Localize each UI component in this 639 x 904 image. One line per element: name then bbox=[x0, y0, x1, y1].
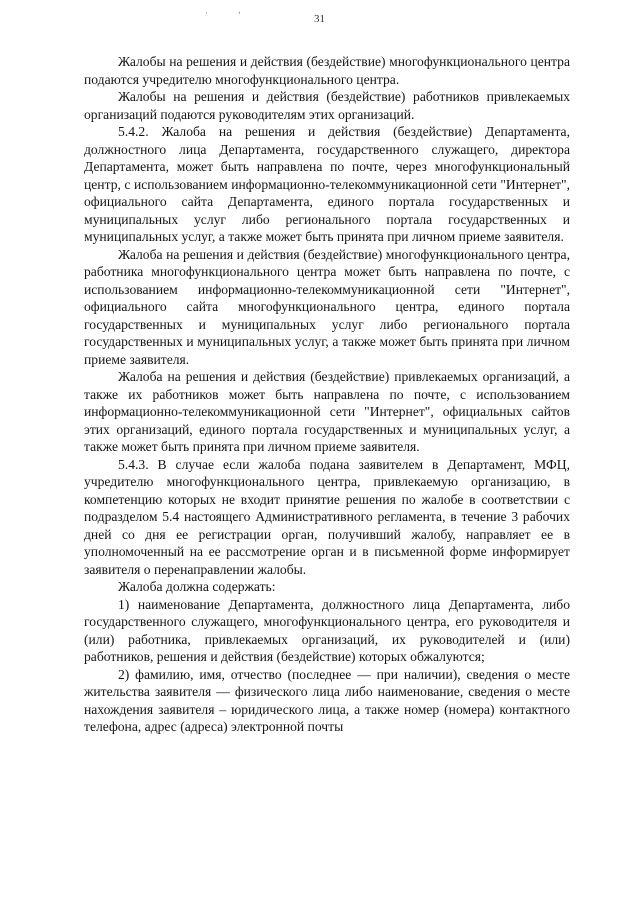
paragraph: Жалобы на решения и действия (бездействие) многофункционального центра подаются учредителю многофункционального центра. bbox=[84, 54, 570, 87]
list-item: 2) фамилию, имя, отчество (последнее — при наличии), сведения о месте жительства заявителя — физического лица либо наименование, сведения о месте нахождения заявителя – юридического лица, а также номер (номера) контактного телефона, адрес (адреса) электронной почты bbox=[84, 666, 570, 734]
paragraph: Жалоба должна содержать: bbox=[118, 579, 276, 594]
scan-artifact-mark: · bbox=[205, 9, 208, 19]
paragraph: 5.4.3. В случае если жалоба подана заявителем в Департамент, МФЦ, учредителю многофункционального центра, привлекаемую организацию, в компетенцию которых не входит принятие решения по жалобе в соответствии с подразделом 5.4 настоящего Административного регламента, в течение 3 рабочих дней со дня ее регистрации орган, получивший жалобу, направляет ее в уполномоченный на ее рассмотрение орган и в письменной форме информирует заявителя о перенаправлении жалобы. bbox=[84, 456, 570, 577]
paragraph: Жалоба на решения и действия (бездействие) привлекаемых организаций, а также их работников может быть направлена по почте, с использованием информационно-телекоммуникационной сети "Интернет", официальных сайтов этих организаций, единого портала государственных и муниципальных услуг, а также может быть принята при личном приеме заявителя. bbox=[84, 369, 570, 454]
list-item: 1) наименование Департамента, должностного лица Департамента, либо государственного служащего, многофункционального центра, его руководителя и (или) работника, привлекаемых организаций, их руководителей и (или) работников, решения и действия (бездействие) которых обжалуются; bbox=[84, 596, 570, 664]
paragraph: Жалобы на решения и действия (бездействие) работников привлекаемых организаций подаются руководителям этих организаций. bbox=[84, 89, 570, 122]
page-number: 31 bbox=[314, 13, 325, 25]
paragraph: Жалоба на решения и действия (бездействие) многофункционального центра, работника многофункционального центра может быть направлена по почте, с использованием информационно-телекоммуникационной сети "Интернет", официального сайта многофункционального центра, единого портала государственных и муниципальных услуг либо регионального портала государственных и муниципальных услуг, а также может быть принята при личном приеме заявителя. bbox=[84, 246, 570, 367]
scan-artifact-mark: ' bbox=[238, 11, 241, 21]
paragraph: 5.4.2. Жалоба на решения и действия (бездействие) Департамента, должностного лица Департамента, государственного служащего, директора Департамента, может быть направлена по почте, через многофункциональный центр, с использованием информационно-телекоммуникационной сети "Интернет", официального сайта Департамента, единого портала государственных и муниципальных услуг либо регионального портала государственных и муниципальных услуг, а также может быть принята при личном приеме заявителя. bbox=[84, 124, 570, 244]
document-body bbox=[84, 53, 570, 736]
